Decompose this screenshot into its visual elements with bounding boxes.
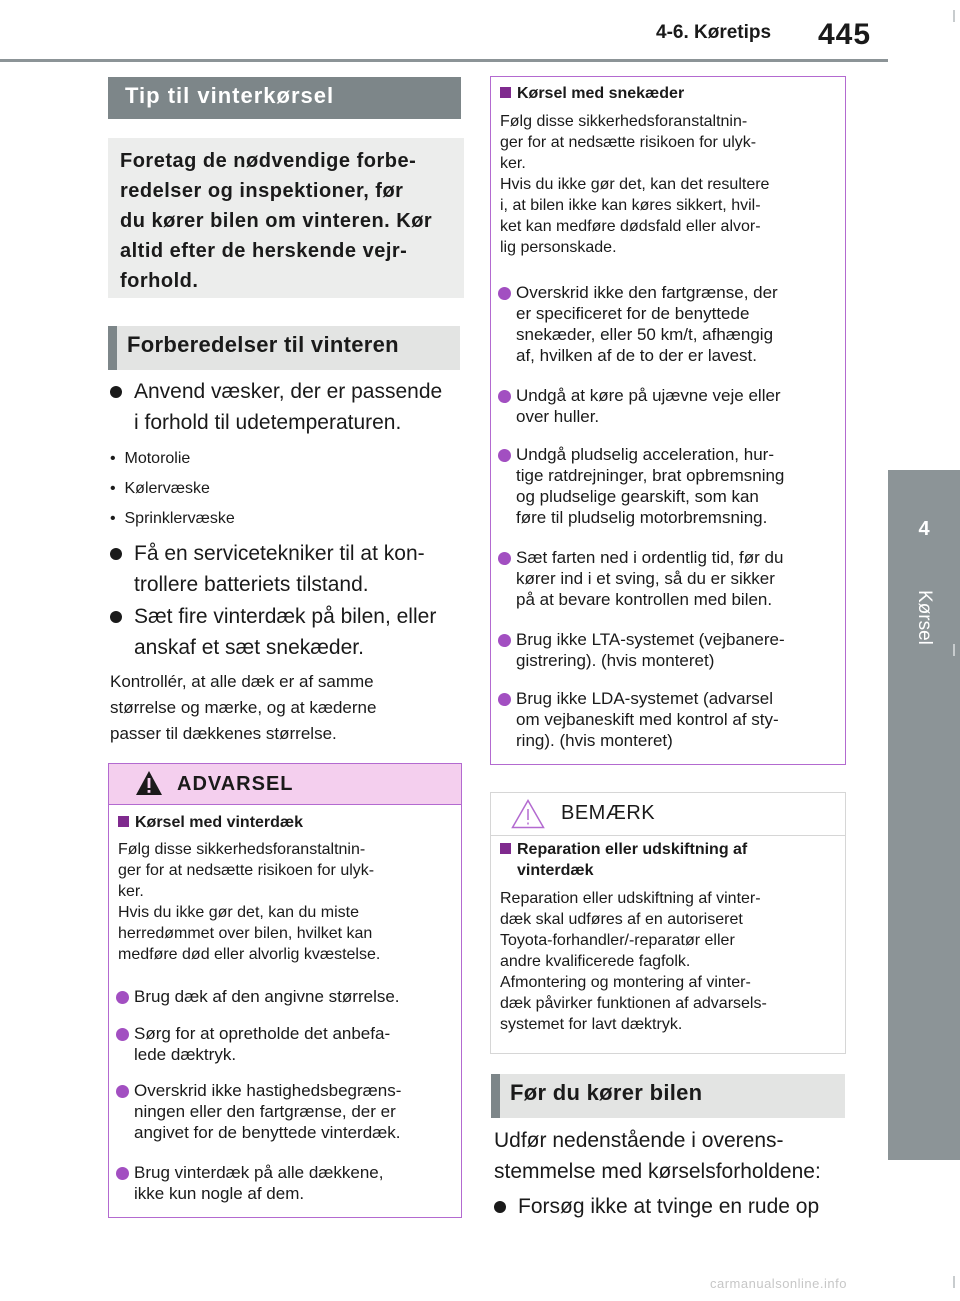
warning-box [108,763,462,1218]
bullet-icon [110,386,122,398]
intro-box [108,138,464,298]
warning-item: Brug ikke LTA-systemet (vejbanere- gistrering). (hvis monteret) [498,629,840,673]
sub-list-item: • Sprinklervæske [110,510,235,527]
watermark: carmanualsonline.info [710,1276,847,1291]
notice-header [491,793,845,836]
list-item-text: i forhold til udetemperaturen. [134,411,402,434]
warning-label: ADVARSEL [177,773,294,795]
chapter-tab [888,470,960,1160]
square-bullet-icon [118,816,129,827]
intro-line: altid efter de herskende vejr- [120,240,408,262]
warning-item: Brug vinterdæk på alle dækkene, ikke kun nogle af dem. [116,1162,456,1206]
intro-line: du kører bilen om vinteren. Kør [120,210,433,232]
warning-item: Sørg for at opretholde det anbefa- lede dæktryk. [116,1023,456,1067]
sub-list-item: • Motorolie [110,450,191,467]
warning-paragraph: Følg disse sikkerhedsforanstaltnin- ger for at nedsætte risikoen for ulyk- ker. Hvis du ikke gør det, kan det resultere i, at bilen ikke kan køres sikkert, hvil- ket kan medføre dødsfald eller alvor- lig personskade. [500,113,770,256]
square-bullet-icon [500,87,511,98]
notice-paragraph: Reparation eller udskiftning af vinter- dæk skal udføres af en autoriseret Toyota-forhandler/-reparatør eller andre kvalificerede fagfolk. Afmontering og montering af vinter- dæk påvirker funktionen af advarsels- systemet for lavt dæktryk. [500,890,767,1033]
bullet-icon [116,1028,129,1041]
warning-header [109,764,461,805]
warning-item: Sæt farten ned i ordentlig tid, før du kører ind i et sving, så du er sikker på at bevare kontrollen med bilen. [498,547,840,613]
square-bullet-icon [500,843,511,854]
warning-item: Overskrid ikke den fartgrænse, der er specificeret for de benyttede snekæder, eller 50 km/t, afhængig af, hvilken af de to der er lavest. [498,282,840,370]
bullet-icon [110,611,122,623]
list-item-text: Anvend væsker, der er passende [134,380,443,403]
warning-subheading: Kørsel med snekæder [500,83,830,107]
crop-mark [953,1276,955,1288]
caution-triangle-icon [511,799,545,829]
warning-item: Undgå pludselig acceleration, hur- tige ratdrejninger, brat opbremsning og pludselige gearskift, som kan føre til pludselig motorbremsning. [498,444,840,532]
bullet-icon [116,991,129,1004]
tire-note: Kontrollér, at alle dæk er af samme størrelse og mærke, og at kæderne passer til dækkenes størrelse. [110,672,377,743]
header-rule [0,59,888,62]
chapter-label: Kørsel [914,590,935,645]
crop-mark [953,10,955,22]
bullet-icon [498,634,511,647]
list-item-text: anskaf et sæt snekæder. [134,636,364,659]
list-item-text: Få en servicetekniker til at kon- [134,542,425,565]
bullet-icon [116,1085,129,1098]
page-number: 445 [818,18,872,51]
bullet-icon [494,1201,506,1213]
list-item [110,538,460,602]
bullet-icon [498,390,511,403]
list-item-text: trollere batteriets tilstand. [134,573,369,596]
crop-mark [953,644,955,656]
list-item [110,601,460,665]
notice-subheading: Reparation eller udskiftning af vinterdæk [500,839,830,883]
chapter-label-wrap [888,590,960,670]
notice-box [490,792,846,1054]
bullet-icon [110,548,122,560]
warning-box-continued [490,76,846,765]
bullet-icon [498,449,511,462]
intro-line: forhold. [120,270,199,292]
notice-label: BEMÆRK [561,802,656,824]
warning-item: Brug ikke LDA-systemet (advarsel om vejbaneskift med kontrol af sty- ring). (hvis monteret) [498,688,840,754]
before-driving-paragraph: Udfør nedenstående i overens- stemmelse med kørselsforholdene: [494,1129,821,1183]
intro-line: redelser og inspektioner, før [120,180,404,202]
warning-item: Brug dæk af den angivne størrelse. [116,986,456,1010]
page-title: Tip til vinterkørsel [108,77,461,119]
warning-item: Undgå at køre på ujævne veje eller over huller. [498,385,840,429]
bullet-icon [498,287,511,300]
prep-heading: Forberedelser til vinteren [108,326,460,370]
warning-item: Overskrid ikke hastighedsbegræns- ningen eller den fartgrænse, der er angivet for de benyttede vinterdæk. [116,1080,456,1146]
list-item: Forsøg ikke at tvinge en rude op [494,1191,844,1223]
chapter-number: 4 [918,518,930,540]
bullet-icon [498,693,511,706]
before-driving-heading: Før du kører bilen [491,1074,845,1118]
warning-subheading: Kørsel med vinterdæk [118,812,448,836]
sub-list-item: • Kølervæske [110,480,210,497]
section-title: 4-6. Køretips [656,22,772,43]
list-item-text: Sæt fire vinterdæk på bilen, eller [134,605,437,628]
warning-triangle-icon [135,770,163,796]
bullet-icon [116,1167,129,1180]
bullet-icon [498,552,511,565]
list-item [110,376,460,440]
intro-line: Foretag de nødvendige forbe- [120,150,417,172]
warning-paragraph: Følg disse sikkerhedsforanstaltnin- ger for at nedsætte risikoen for ulyk- ker. Hvis du ikke gør det, kan du miste herredømmet over bilen, hvilket kan medføre død eller alvorlig kvæstelse. [118,841,381,963]
